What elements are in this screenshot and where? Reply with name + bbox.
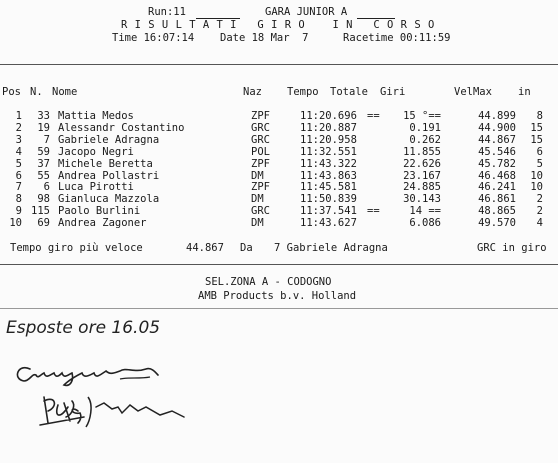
cell-in: 4 <box>536 217 543 230</box>
cell-name: Andrea Pollastri <box>58 169 160 182</box>
col-in: in <box>518 86 531 98</box>
cell-pos: 4 <box>15 145 22 158</box>
race-underline <box>357 6 395 19</box>
cell-gap: 14 == <box>409 205 441 218</box>
zone-label: SEL.ZONA A - CODOGNO <box>205 276 332 288</box>
cell-num: 115 <box>31 205 50 218</box>
cell-naz: GRC <box>251 133 270 146</box>
cell-in: 5 <box>536 157 543 170</box>
cell-naz: DM <box>251 217 264 230</box>
cell-naz: ZPF <box>251 181 270 194</box>
cell-num: 33 <box>37 110 50 122</box>
cell-name: Michele Beretta <box>58 157 153 170</box>
handwritten-signatures <box>0 345 230 463</box>
cell-time: 11:50.839 <box>300 193 357 206</box>
cell-pos: 10 <box>9 217 22 230</box>
col-totale: Totale <box>330 86 368 98</box>
cell-vel: 44.867 <box>478 133 516 146</box>
cell-num: 7 <box>43 133 50 146</box>
cell-gap: 24.885 <box>403 181 441 194</box>
cell-time: 11:43.627 <box>300 217 357 230</box>
cell-gap: 30.143 <box>403 193 441 206</box>
cell-vel: 49.570 <box>478 217 516 230</box>
cell-name: Alessandr Costantino <box>58 121 185 134</box>
top-divider <box>0 64 558 65</box>
cell-in: 10 <box>530 181 543 194</box>
fastest-lap-label: Tempo giro più veloce <box>10 242 143 254</box>
cell-pos: 5 <box>15 157 22 170</box>
company-label: AMB Products b.v. Holland <box>198 290 357 302</box>
cell-vel: 46.241 <box>478 181 516 194</box>
cell-gap: 0.191 <box>409 121 441 134</box>
cell-time: 11:20.696 <box>300 110 357 122</box>
cell-mark: == <box>367 205 380 218</box>
run-label: Run:11 <box>148 6 186 18</box>
cell-vel: 46.468 <box>478 169 516 182</box>
cell-in: 6 <box>536 145 543 158</box>
cell-in: 15 <box>530 133 543 146</box>
fastest-lap-da: Da <box>240 242 253 254</box>
cell-in: 15 <box>530 121 543 134</box>
cell-naz: DM <box>251 169 264 182</box>
page-title: R I S U L T A T I G I R O I N C O R S O <box>121 19 435 31</box>
cell-in: 8 <box>536 110 543 122</box>
col-tempo: Tempo <box>287 86 319 98</box>
cell-pos: 9 <box>15 205 22 218</box>
cell-vel: 46.861 <box>478 193 516 206</box>
cell-num: 69 <box>37 217 50 230</box>
col-num: N. <box>30 86 43 98</box>
cell-pos: 3 <box>15 133 22 146</box>
cell-naz: GRC <box>251 205 270 218</box>
cell-name: Jacopo Negri <box>58 145 134 158</box>
cell-vel: 44.899 <box>478 110 516 122</box>
cell-name: Mattia Medos <box>58 110 134 122</box>
race-name: GARA JUNIOR A <box>265 6 348 18</box>
cell-num: 6 <box>43 181 50 194</box>
racetime-label: Racetime 00:11:59 <box>343 32 451 44</box>
cell-time: 11:32.551 <box>300 145 357 158</box>
cell-time: 11:43.863 <box>300 169 357 182</box>
cell-time: 11:37.541 <box>300 205 357 218</box>
col-name: Nome <box>52 86 78 98</box>
cell-vel: 48.865 <box>478 205 516 218</box>
cell-num: 37 <box>37 157 50 170</box>
cell-vel: 44.900 <box>478 121 516 134</box>
cell-pos: 2 <box>15 121 22 134</box>
cell-name: Paolo Burlini <box>58 205 141 218</box>
cell-naz: POL <box>251 145 270 158</box>
cell-in: 2 <box>536 205 543 218</box>
cell-in: 2 <box>536 193 543 206</box>
cell-time: 11:45.581 <box>300 181 357 194</box>
cell-num: 59 <box>37 145 50 158</box>
cell-gap: 0.262 <box>409 133 441 146</box>
cell-time: 11:20.887 <box>300 121 357 134</box>
cell-pos: 1 <box>15 110 22 122</box>
fastest-lap-team: GRC in giro <box>477 242 547 254</box>
cell-name: Luca Pirotti <box>58 181 134 194</box>
cell-num: 55 <box>37 169 50 182</box>
cell-name: Gabriele Adragna <box>58 133 160 146</box>
cell-vel: 45.546 <box>478 145 516 158</box>
cell-naz: GRC <box>251 121 270 134</box>
col-naz: Naz <box>243 86 262 98</box>
cell-in: 10 <box>530 169 543 182</box>
cell-num: 19 <box>37 121 50 134</box>
handwritten-note: Esposte ore 16.05 <box>6 318 161 338</box>
cell-pos: 8 <box>15 193 22 206</box>
cell-gap: 23.167 <box>403 169 441 182</box>
cell-time: 11:20.958 <box>300 133 357 146</box>
cell-vel: 45.782 <box>478 157 516 170</box>
fastest-lap-time: 44.867 <box>186 242 224 254</box>
cell-naz: ZPF <box>251 157 270 170</box>
col-pos: Pos <box>2 86 21 98</box>
cell-time: 11:43.322 <box>300 157 357 170</box>
footer-divider <box>0 308 558 309</box>
cell-name: Gianluca Mazzola <box>58 193 160 206</box>
cell-gap: 15 °== <box>403 110 441 122</box>
cell-pos: 6 <box>15 169 22 182</box>
cell-pos: 7 <box>15 181 22 194</box>
time-label: Time 16:07:14 <box>112 32 195 44</box>
cell-gap: 6.086 <box>409 217 441 230</box>
run-underline <box>196 6 240 19</box>
cell-naz: DM <box>251 193 264 206</box>
date-label: Date 18 Mar 7 <box>220 32 309 44</box>
cell-gap: 11.855 <box>403 145 441 158</box>
cell-gap: 22.626 <box>403 157 441 170</box>
cell-name: Andrea Zagoner <box>58 217 147 230</box>
fastest-lap-driver: 7 Gabriele Adragna <box>274 242 388 254</box>
col-velmax: VelMax <box>454 86 492 98</box>
cell-mark: == <box>367 110 380 122</box>
col-giri: Giri <box>380 86 406 98</box>
cell-num: 98 <box>37 193 50 206</box>
bottom-divider <box>0 264 558 265</box>
cell-naz: ZPF <box>251 110 270 122</box>
